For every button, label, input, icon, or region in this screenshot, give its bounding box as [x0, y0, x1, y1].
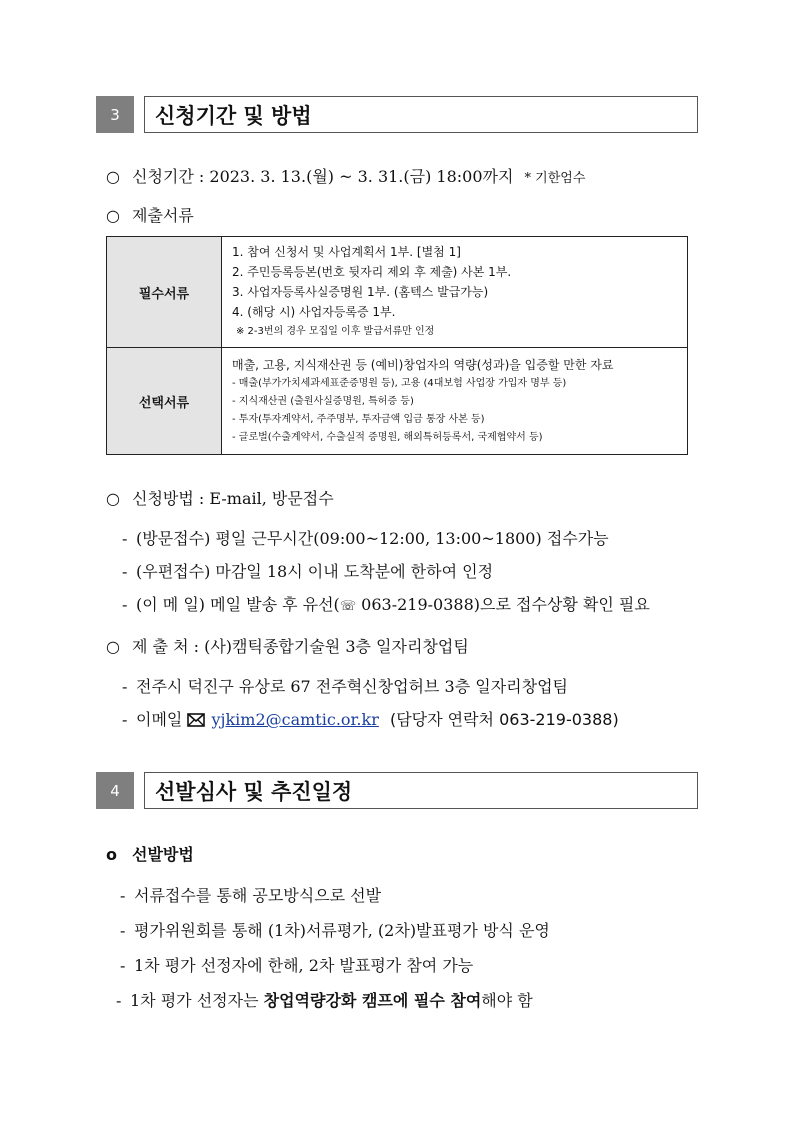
selection-item-emphasis: 창업역량강화 캠프에 필수 참여 [263, 991, 482, 1010]
section-4-header [96, 772, 698, 809]
method-item [122, 592, 650, 615]
bullet: o [106, 845, 117, 864]
dash: - [122, 595, 128, 614]
period-line [106, 164, 585, 187]
method-item-text: 063-219-0388)으로 접수상황 확인 필요 [356, 595, 650, 614]
dash: - [120, 921, 126, 940]
selection-label: 선발방법 [132, 845, 194, 864]
documents-table [106, 236, 688, 455]
dash: - [122, 710, 128, 729]
dash: - [122, 677, 128, 696]
selection-item-text: 1차 평가 선정자는 [130, 991, 264, 1010]
required-item: 1. 참여 신청서 및 사업계획서 1부. [별첨 1] [232, 245, 461, 259]
bullet: ○ [106, 637, 120, 656]
address-line [122, 674, 568, 697]
period-label: 신청기간 : 2023. 3. 13.(월) ~ 3. 31.(금) 18:00까지 [132, 167, 514, 186]
docs-heading [106, 203, 194, 226]
method-label: 신청방법 : E-mail, 방문접수 [132, 489, 334, 508]
dash: - [122, 562, 128, 581]
period-note: * 기한엄수 [524, 171, 586, 186]
optional-docs-row [107, 348, 688, 455]
selection-item [120, 953, 473, 976]
required-docs-header: 필수서류 [107, 237, 222, 348]
submit-to-line [106, 634, 469, 657]
required-note: ※ 2-3번의 경우 모집일 이후 발급서류만 인정 [236, 326, 435, 337]
optional-item: - 글로벌(수출계약서, 수출실적 증명원, 해외특허등록서, 국제협약서 등) [232, 432, 543, 443]
optional-docs-cell [222, 348, 688, 455]
section-4-title: 선발심사 및 추진일정 [144, 772, 698, 809]
required-docs-cell [222, 237, 688, 348]
method-item [122, 559, 493, 582]
section-3-number: 3 [96, 96, 134, 133]
docs-heading-label: 제출서류 [132, 206, 194, 225]
optional-docs-header: 선택서류 [107, 348, 222, 455]
submit-to-label: 제 출 처 : (사)캠틱종합기술원 3층 일자리창업팀 [132, 637, 469, 656]
selection-item [116, 988, 533, 1011]
address-text: 전주시 덕진구 유상로 67 전주혁신창업허브 3층 일자리창업팀 [136, 677, 568, 696]
dash: - [116, 991, 122, 1010]
method-item [122, 526, 609, 549]
bullet: ○ [106, 489, 120, 508]
method-item-text: (이 메 일) 메일 발송 후 유선( [136, 595, 340, 614]
optional-intro: 매출, 고용, 지식재산권 등 (예비)창업자의 역량(성과)을 입증할 만한 자료 [232, 358, 614, 372]
method-item-text: (우편접수) 마감일 18시 이내 도착분에 한하여 인정 [136, 562, 494, 581]
contact-info: (담당자 연락처 063-219-0388) [389, 710, 619, 729]
dash: - [122, 529, 128, 548]
email-line [122, 707, 619, 731]
selection-item-text: 해야 함 [481, 991, 533, 1010]
section-4-number: 4 [96, 772, 134, 809]
selection-item [120, 883, 381, 906]
selection-heading [106, 842, 194, 865]
section-3-header [96, 96, 698, 133]
optional-item: - 투자(투자계약서, 주주명부, 투자금액 입금 통장 사본 등) [232, 414, 485, 425]
email-label: 이메일 [136, 710, 183, 729]
bullet: ○ [106, 206, 120, 225]
optional-item: - 지식재산권 (출원사실증명원, 특허증 등) [232, 396, 414, 407]
required-docs-row [107, 237, 688, 348]
selection-item-text: 1차 평가 선정자에 한해, 2차 발표평가 참여 가능 [134, 956, 474, 975]
required-item: 3. 사업자등록사실증명원 1부. (홈텍스 발급가능) [232, 285, 489, 299]
required-item: 4. (해당 시) 사업자등록증 1부. [232, 305, 396, 319]
selection-item [120, 918, 550, 941]
phone-icon: ☏ [339, 599, 357, 614]
section-3-title: 신청기간 및 방법 [144, 96, 698, 133]
dash: - [120, 886, 126, 905]
dash: - [120, 956, 126, 975]
required-item: 2. 주민등록등본(번호 뒷자리 제외 후 제출) 사본 1부. [232, 265, 512, 279]
method-line [106, 486, 334, 509]
email-link[interactable]: yjkim2@camtic.or.kr [211, 710, 379, 729]
bullet: ○ [106, 167, 120, 186]
optional-item: - 매출(부가가치세과세표준증명원 등), 고용 (4대보험 사업장 가입자 명부 등) [232, 378, 567, 389]
method-item-text: (방문접수) 평일 근무시간(09:00~12:00, 13:00~1800) 접수가능 [136, 529, 609, 548]
selection-item-text: 서류접수를 통해 공모방식으로 선발 [134, 886, 382, 905]
selection-item-text: 평가위원회를 통해 (1차)서류평가, (2차)발표평가 방식 운영 [134, 921, 550, 940]
envelope-icon [187, 712, 205, 731]
